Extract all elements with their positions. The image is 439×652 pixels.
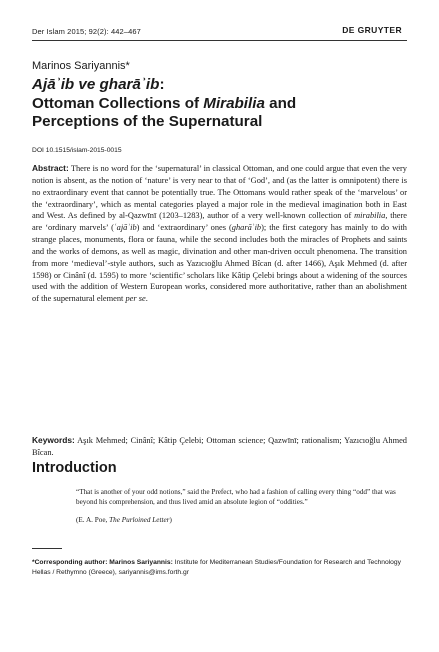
epigraph-source [76,516,172,524]
footnote [32,558,412,578]
section-heading: Introduction [32,460,117,476]
abstract-italic-3: gharāʾib [231,223,262,233]
abstract-text-2: , there are ‘ordinary marvels’ ( [32,211,407,233]
header-rule [32,40,407,41]
keywords [32,435,407,459]
keywords-label: Keywords: [32,435,75,445]
abstract-italic-2: ʿajāʾib [113,223,137,233]
abstract-text-3: ) and ‘extraordinary’ ones ( [136,223,232,233]
title-line-2-italic: Mirabilia [203,94,265,112]
abstract [32,163,407,305]
author-line [32,60,130,72]
publisher-name: DE GRUYTER [342,25,402,35]
epigraph-source-prefix: (E. A. Poe, [76,516,110,524]
abstract-italic-4: per se [125,294,146,304]
abstract-label: Abstract: [32,163,69,173]
title-line-2 [32,95,412,114]
paper-title [32,76,412,132]
footnote-rule [32,548,62,549]
epigraph-quote: “That is another of your odd notions,” said the Prefect, who had a fashion of calling every thing “odd” that was beyond his comprehension, and thus lived amid an absolute legion of “oddities.” [76,488,396,506]
title-colon: : [159,76,165,93]
author-marker: * [125,60,130,72]
title-line-3: Perceptions of the Supernatural [32,113,263,130]
title-line-1 [32,76,412,95]
epigraph-source-title: The Purloined Letter [109,516,170,524]
epigraph-source-suffix: ) [169,516,172,524]
footnote-label: *Corresponding author: Marinos Sariyannis: [32,559,173,566]
title-line-2-suffix: and [264,94,297,112]
doi: DOI 10.1515/islam-2015-0015 [32,147,122,154]
abstract-text-1: There is no word for the ‘supernatural’ in classical Ottoman, and one could argue that even the very notion is absent, as the notion of ‘nature’ is very near to that of ‘God’, and (as the latter is omnipotent) there is no extraordinary event that cannot be potentially true. The Ottomans would rather speak of the ‘marvelous’ or the ‘extraordinary’, which as mental categories played a major role in the medieval imagination both in East and West. As defined by al-Qazwīnī (1203–1283), author of a very well-known collection of [32,164,407,221]
abstract-text-5: . [145,294,148,304]
keywords-text: Aşık Mehmed; Cinânî; Kâtip Çelebi; Ottoman science; Qazwīnī; rationalism; Yazıcıoğlu Ahmed Bîcan. [32,436,407,457]
title-line-2-prefix: Ottoman Collections of [32,94,204,112]
author-name: Marinos Sariyannis [32,60,126,72]
footnote-text: Institute for Mediterranean Studies/Foundation for Research and Technology Hellas / Rethymno (Greece), sariyannis@ims.forth.gr [32,559,401,576]
journal-citation: Der Islam 2015; 92(2): 442–467 [32,27,141,36]
abstract-italic-1: mirabilia [354,211,386,221]
abstract-text-4: ); the first category has mainly to do with strange places, monuments, flora or fauna, while the second includes both the miracles of Prophets and saints and the works of demons, as well as magic, divination and other man-driven occult phenomena. The transition from more ‘medieval’-style authors, such as Yazıcıoğlu Ahmed Bîcan (d. after 1466), Aşık Mehmed (d. after 1598) or Cinânî (d. 1595) to more ‘scientific’ scholars like Kâtip Çelebi brings about a widening of the sources used with the addition of Western European works, considered more authoritative, rather than an abolishment of the supernatural element [32,223,407,304]
title-italic-part: Ajāʾib ve gharāʾib [32,76,160,93]
